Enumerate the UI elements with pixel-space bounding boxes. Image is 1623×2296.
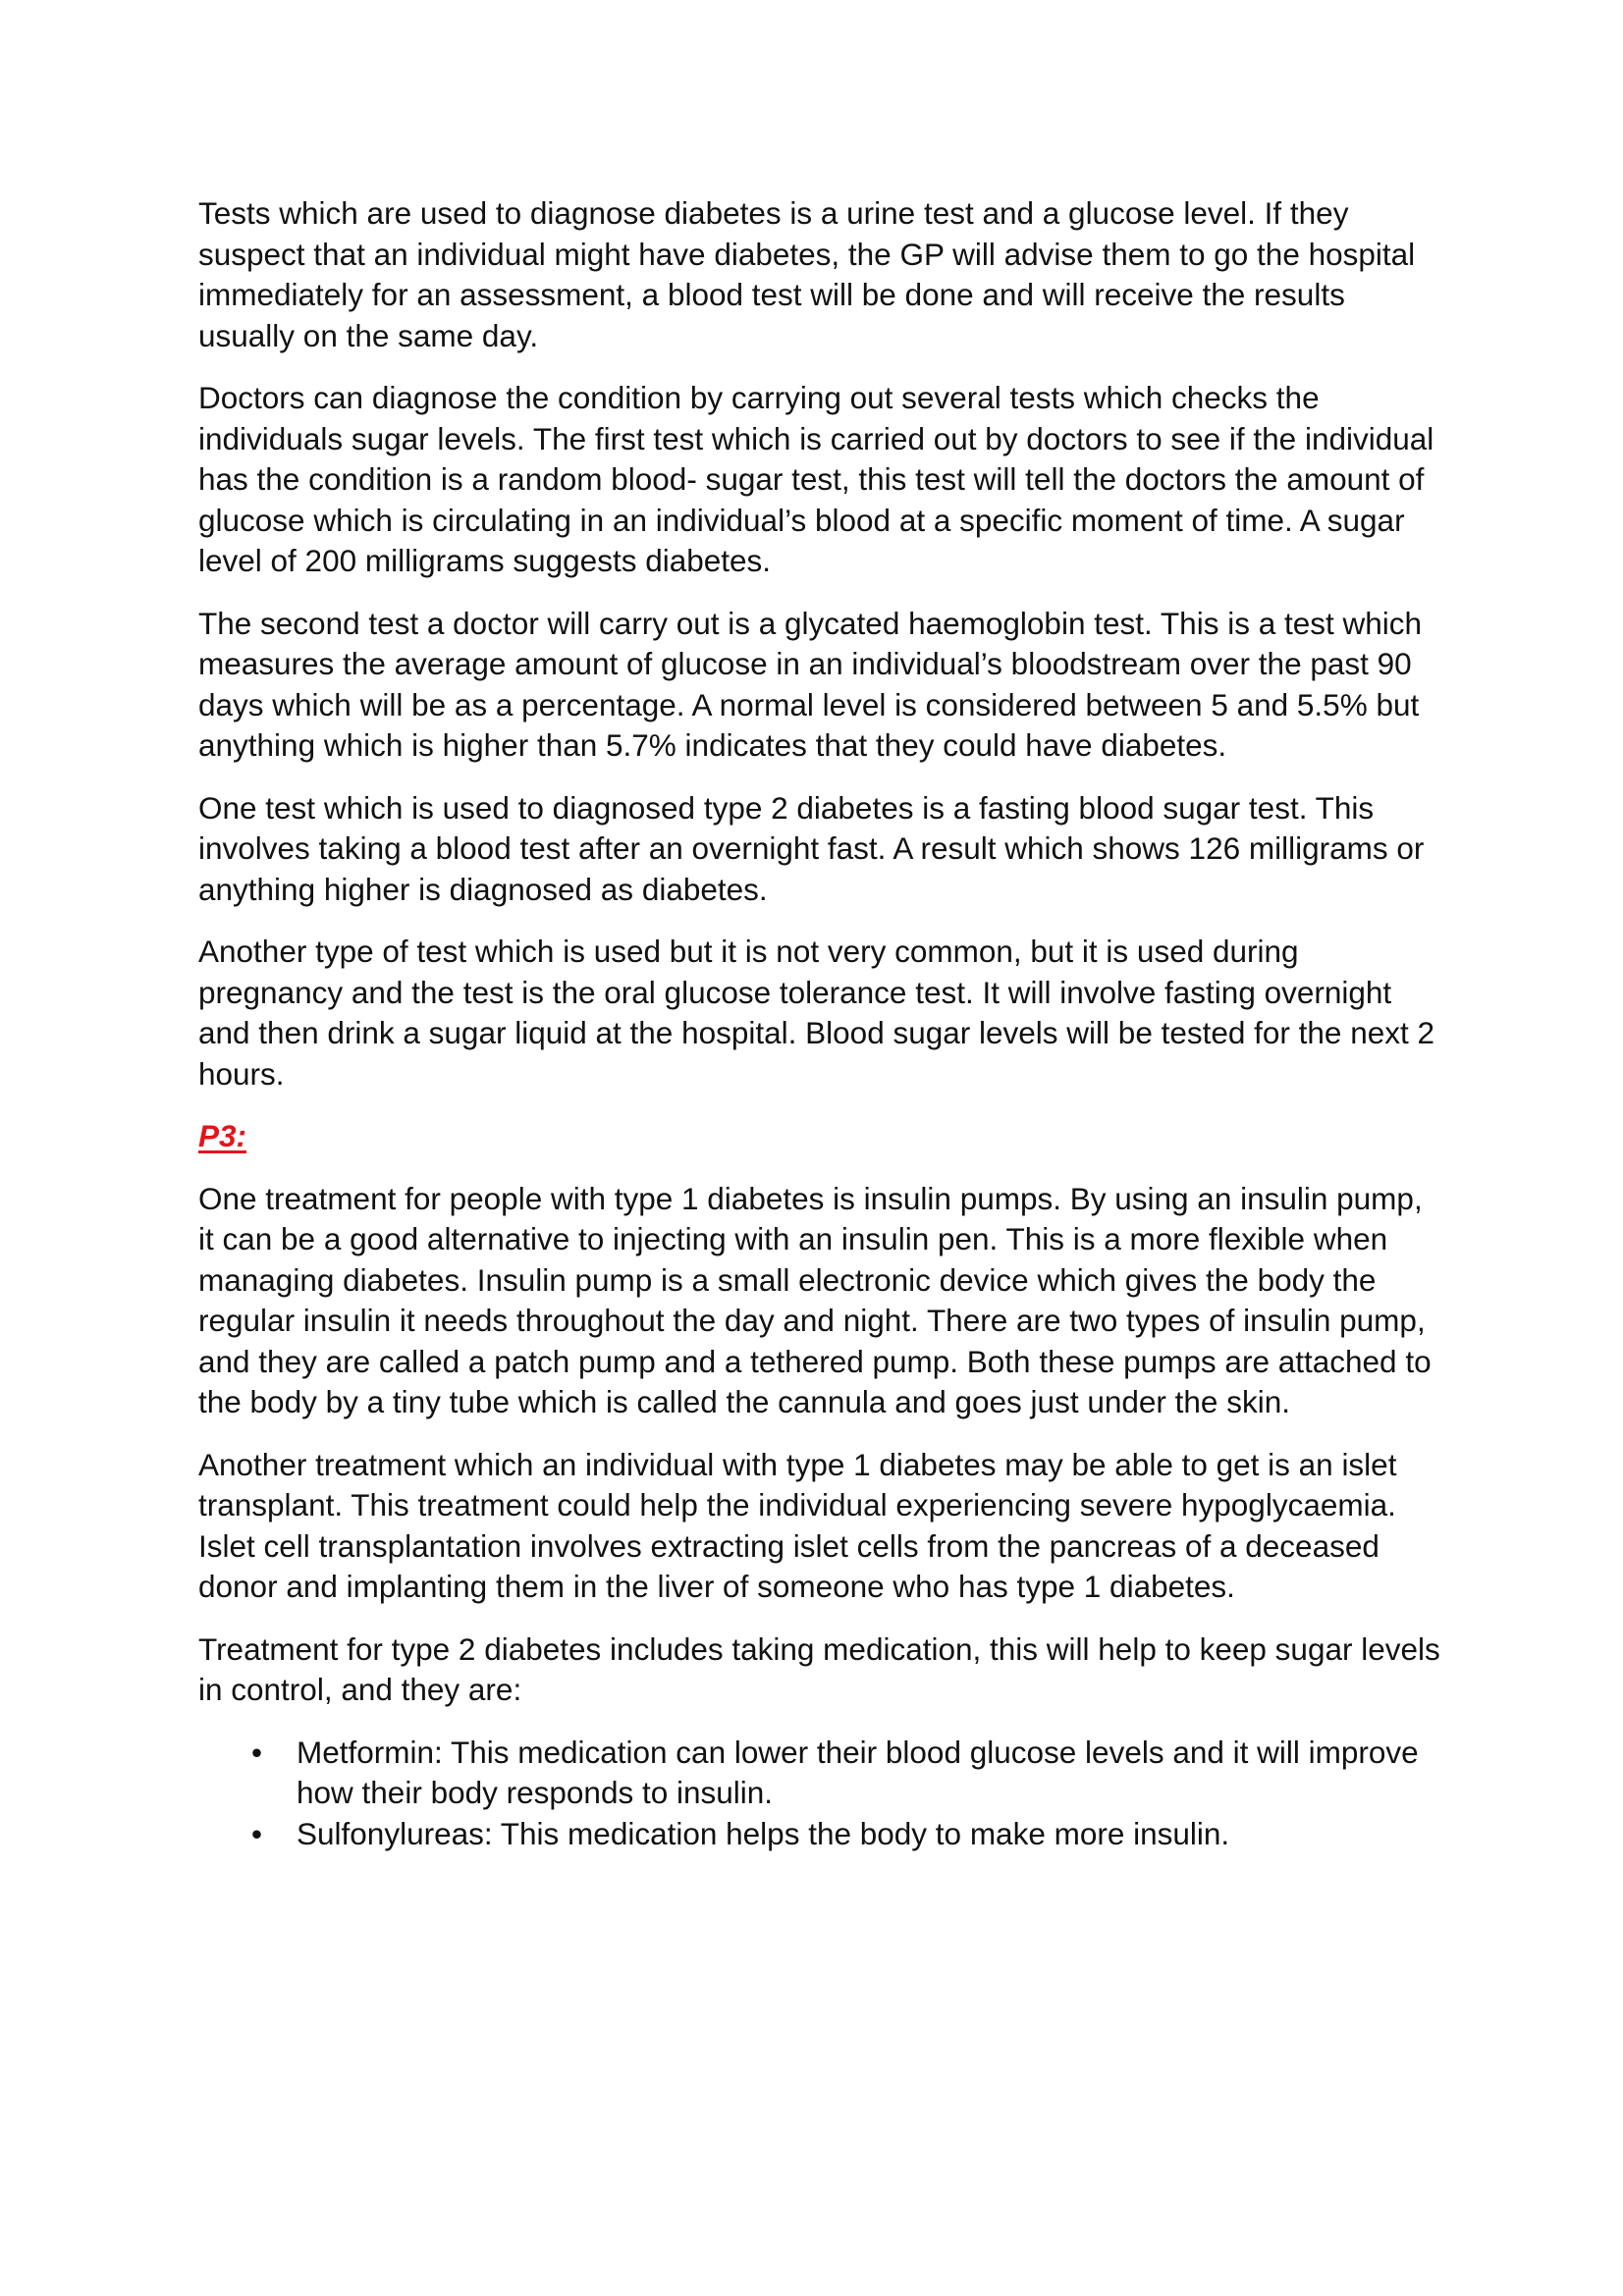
paragraph-random-blood-sugar: Doctors can diagnose the condition by carrying out several tests which checks the individuals sugar levels. The first test which is carried out by doctors to see if the individual has the condition is a random blood- sugar test, this test will tell the doctors the amount of glucose which is circulating in an individual’s blood at a specific moment of time. A sugar level of 200 milligrams suggests diabetes. xyxy=(198,380,1434,578)
paragraph-islet-transplant: Another treatment which an individual with type 1 diabetes may be able to get is an islet transplant. This treatment could help the individual experiencing severe hypoglycaemia. Islet cell transplantation involves extracting islet cells from the pancreas of a deceased donor and implanting them in the liver of someone who has type 1 diabetes. xyxy=(198,1446,1397,1604)
bullet-icon: • xyxy=(251,1815,263,1851)
paragraph-oral-glucose-tolerance: Another type of test which is used but it is not very common, but it is used during pregnancy and the test is the oral glucose tolerance test. It will involve fasting overnight and then drink a sugar liquid at the hospital. Blood sugar levels will be tested for the next 2 hours. xyxy=(198,934,1435,1092)
paragraph-diagnosis-tests: Tests which are used to diagnose diabetes is a urine test and a glucose level. If they suspect that an individual might have diabetes, the GP will advise them to go the hospital immediately for an assessment, a blood test will be done and will receive the results usually on the same day. xyxy=(198,195,1416,353)
paragraph-glycated-haemoglobin: The second test a doctor will carry out is a glycated haemoglobin test. This is a test which measures the average amount of glucose in an individual’s bloodstream over the past 90 days which will be as a percentage. A normal level is considered between 5 and 5.5% but anything which is higher than 5.7% indicates that they could have diabetes. xyxy=(198,605,1423,763)
section-heading: P3: xyxy=(198,1118,247,1153)
document-page xyxy=(198,193,1445,1854)
medication-list xyxy=(198,1733,1445,1855)
list-item-sulfonylureas xyxy=(198,1814,1445,1855)
list-item-metformin xyxy=(198,1733,1445,1814)
paragraph-insulin-pumps: One treatment for people with type 1 diabetes is insulin pumps. By using an insulin pump, it can be a good alternative to injecting with an insulin pen. This is a more flexible when managing diabetes. Insulin pump is a small electronic device which gives the body the regular insulin it needs throughout the day and night. There are two types of insulin pump, and they are called a patch pump and a tethered pump. Both these pumps are attached to the body by a tiny tube which is called the cannula and goes just under the skin. xyxy=(198,1180,1432,1419)
list-item-text: Sulfonylureas: This medication helps the body to make more insulin. xyxy=(297,1815,1230,1851)
list-item-text: Metformin: This medication can lower their blood glucose levels and it will improve how their body responds to insulin. xyxy=(297,1734,1419,1810)
bullet-icon: • xyxy=(251,1734,263,1770)
paragraph-type2-treatment: Treatment for type 2 diabetes includes taking medication, this will help to keep sugar levels in control, and they are: xyxy=(198,1630,1440,1707)
paragraph-fasting-blood-sugar: One test which is used to diagnosed type 2 diabetes is a fasting blood sugar test. This involves taking a blood test after an overnight fast. A result which shows 126 milligrams or anything higher is diagnosed as diabetes. xyxy=(198,789,1425,907)
